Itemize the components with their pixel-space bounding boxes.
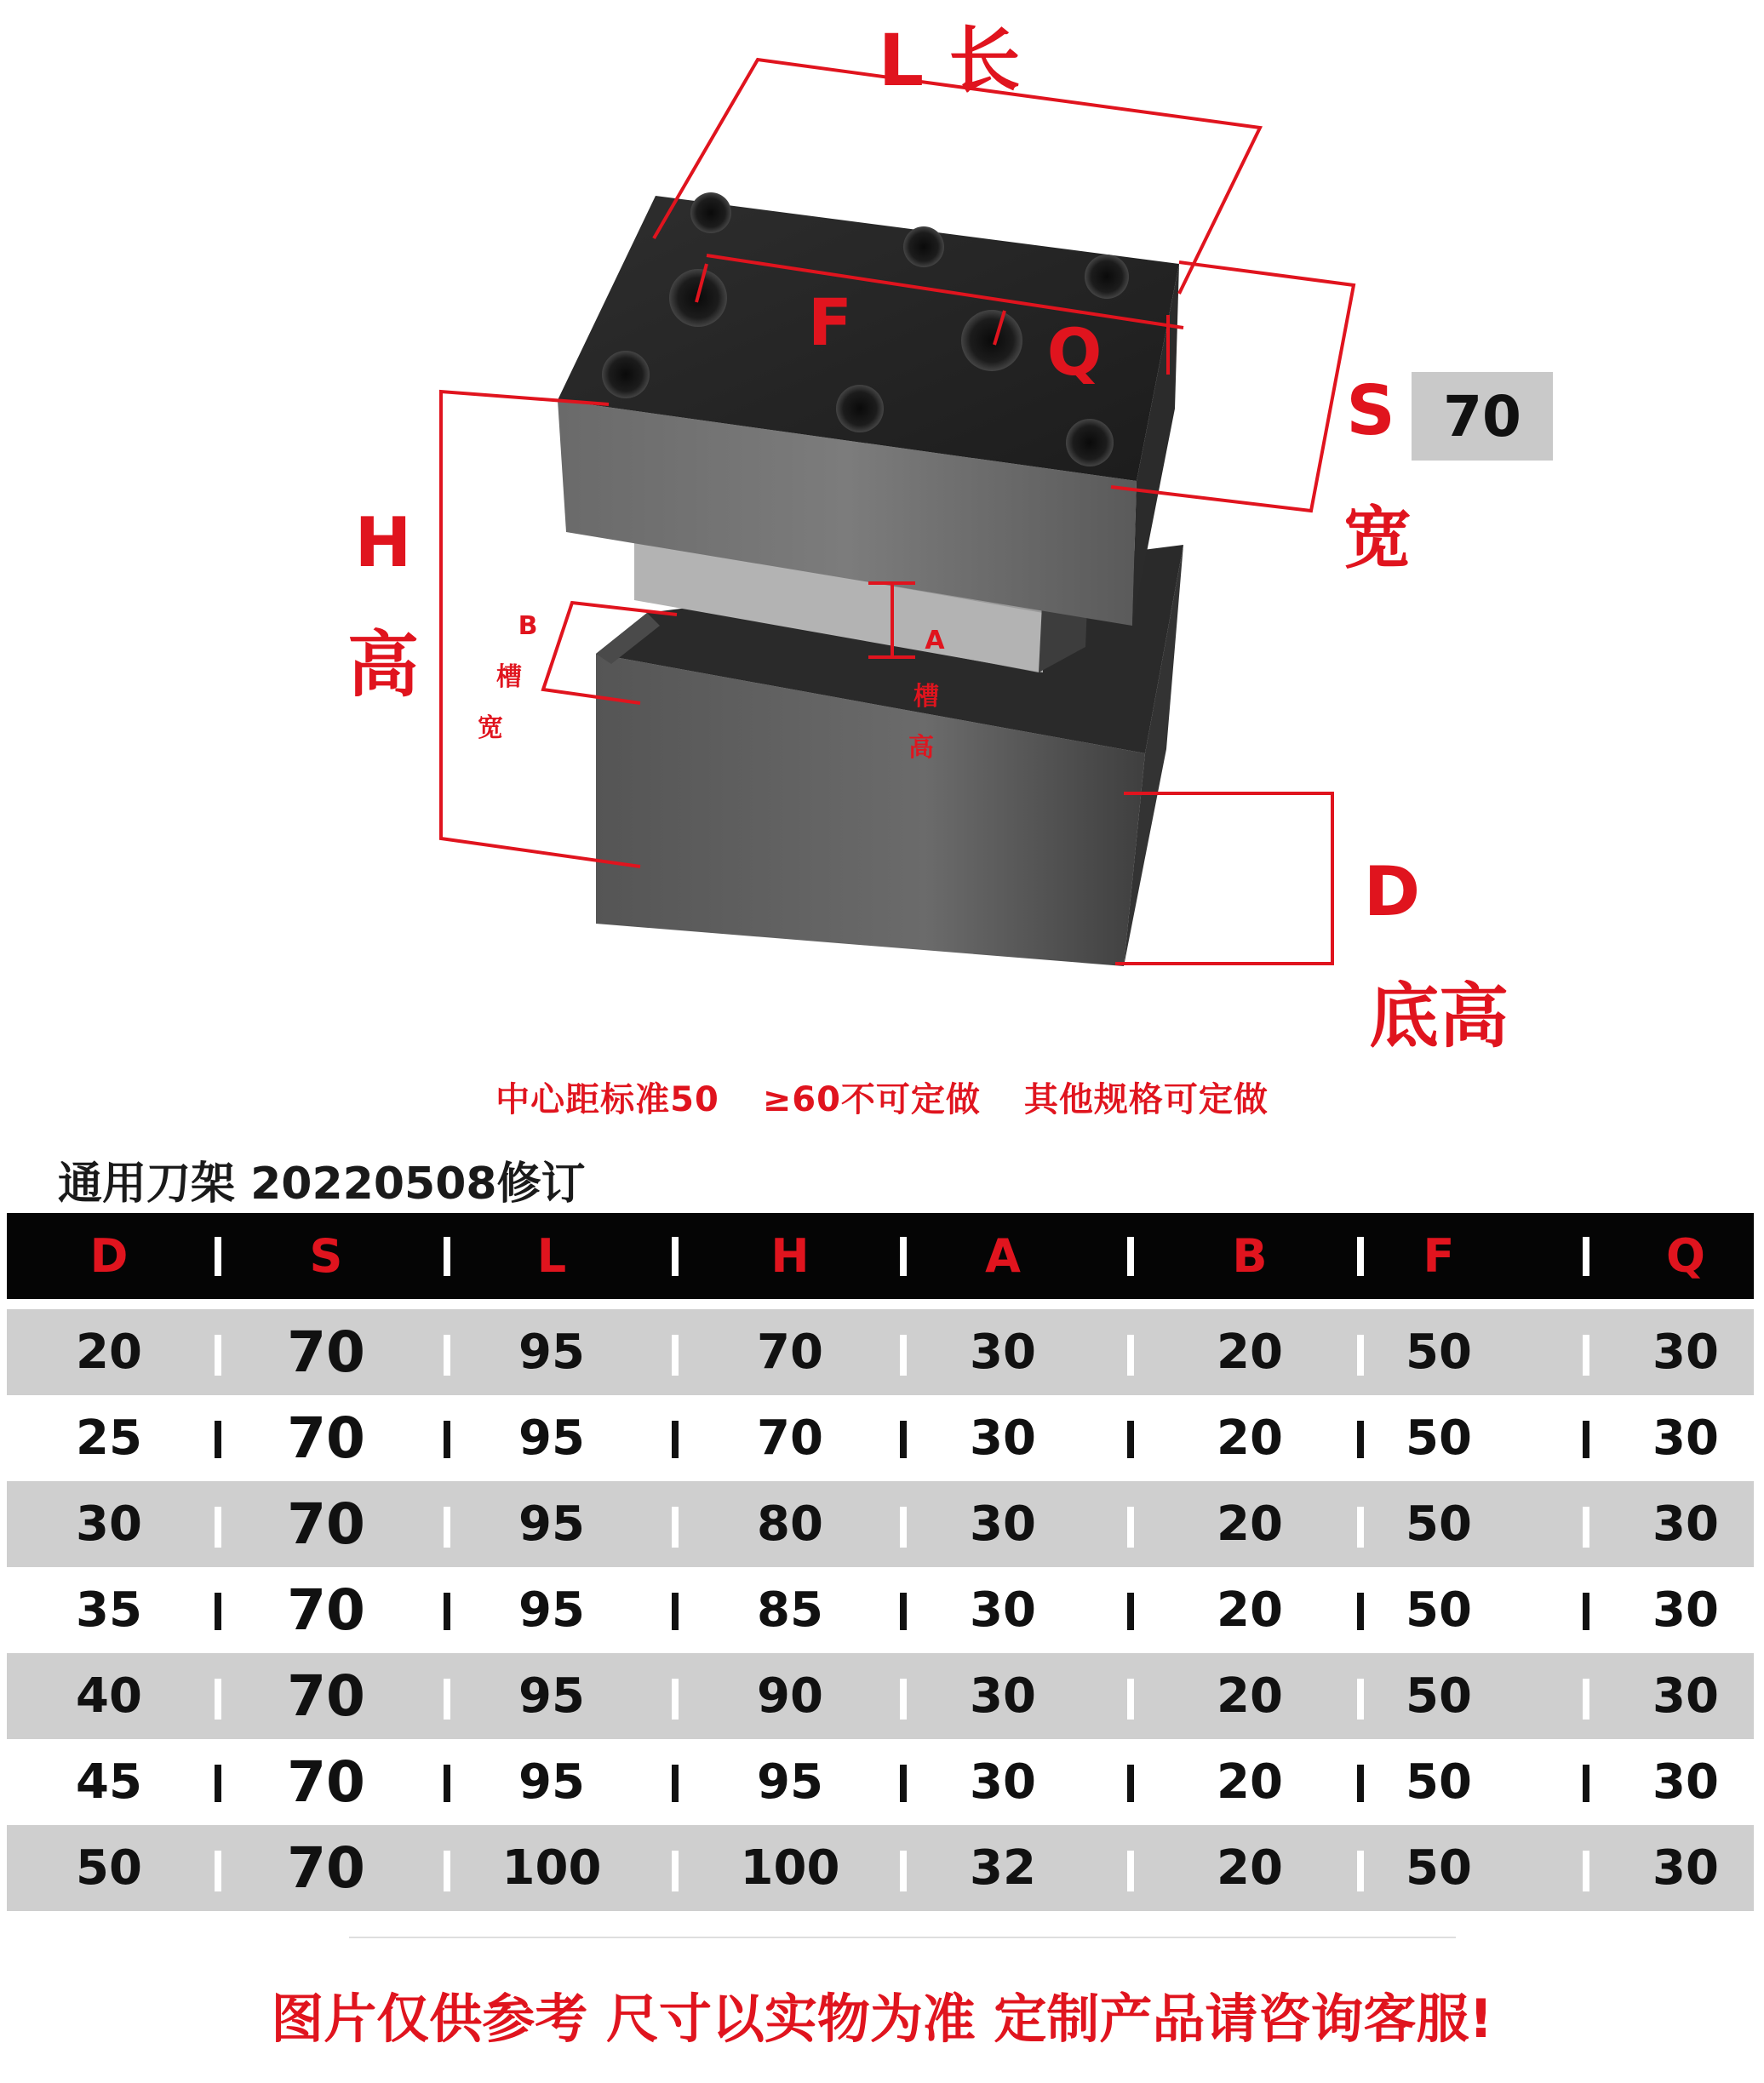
column-separator bbox=[215, 1851, 221, 1891]
column-separator bbox=[900, 1679, 907, 1720]
column-separator bbox=[672, 1593, 679, 1630]
column-separator bbox=[900, 1421, 907, 1458]
column-separator bbox=[215, 1593, 221, 1630]
column-separator bbox=[1127, 1851, 1134, 1891]
table-cell-l: 95 bbox=[518, 1754, 585, 1810]
table-cell-s: 70 bbox=[287, 1577, 365, 1643]
table-cell-a: 30 bbox=[970, 1411, 1036, 1466]
spec-table bbox=[7, 1213, 1754, 1911]
table-cell-f: 50 bbox=[1406, 1582, 1472, 1638]
label-S-cn: 宽 bbox=[1343, 499, 1412, 578]
table-cell-d: 40 bbox=[76, 1668, 142, 1724]
column-separator bbox=[1583, 1237, 1589, 1276]
table-cell-f: 50 bbox=[1406, 1325, 1472, 1380]
table-cell-d: 25 bbox=[76, 1411, 142, 1466]
header-cell-a: A bbox=[985, 1229, 1021, 1283]
header-cell-q: Q bbox=[1666, 1229, 1705, 1283]
label-A-cn-2: 高 bbox=[908, 733, 934, 763]
label-H: H bbox=[354, 503, 412, 582]
header-cell-s: S bbox=[309, 1229, 343, 1283]
table-row bbox=[7, 1739, 1754, 1825]
table-cell-b: 20 bbox=[1217, 1325, 1283, 1380]
note-limit: ≥60不可定做 bbox=[762, 1080, 981, 1119]
table-header-row bbox=[7, 1213, 1754, 1299]
column-separator bbox=[1127, 1679, 1134, 1720]
column-separator bbox=[900, 1237, 907, 1276]
label-S: S bbox=[1346, 371, 1395, 450]
table-cell-q: 30 bbox=[1652, 1325, 1719, 1380]
table-cell-a: 32 bbox=[970, 1840, 1036, 1896]
column-separator bbox=[1357, 1507, 1364, 1548]
table-cell-b: 20 bbox=[1217, 1840, 1283, 1896]
table-cell-f: 50 bbox=[1406, 1754, 1472, 1810]
column-separator bbox=[1127, 1593, 1134, 1630]
label-A-cn-1: 槽 bbox=[914, 682, 939, 712]
table-row bbox=[7, 1481, 1754, 1567]
table-cell-h: 85 bbox=[757, 1582, 823, 1638]
table-cell-h: 100 bbox=[740, 1840, 840, 1896]
table-cell-s: 70 bbox=[287, 1319, 365, 1385]
table-cell-b: 20 bbox=[1217, 1496, 1283, 1552]
column-separator bbox=[672, 1507, 679, 1548]
table-cell-l: 95 bbox=[518, 1582, 585, 1638]
column-separator bbox=[444, 1765, 450, 1802]
table-cell-h: 80 bbox=[757, 1496, 823, 1552]
column-separator bbox=[1583, 1335, 1589, 1376]
table-row bbox=[7, 1309, 1754, 1395]
spec-note bbox=[0, 1073, 1764, 1121]
column-separator bbox=[672, 1421, 679, 1458]
header-cell-b: B bbox=[1232, 1229, 1268, 1283]
label-A: A bbox=[925, 626, 945, 655]
column-separator bbox=[1357, 1679, 1364, 1720]
note-custom: 其他规格可定做 bbox=[1023, 1080, 1269, 1119]
column-separator bbox=[1127, 1507, 1134, 1548]
table-cell-f: 50 bbox=[1406, 1411, 1472, 1466]
table-cell-d: 35 bbox=[76, 1582, 142, 1638]
header-cell-l: L bbox=[536, 1229, 567, 1283]
column-separator bbox=[1127, 1335, 1134, 1376]
column-separator bbox=[215, 1335, 221, 1376]
column-separator bbox=[1127, 1765, 1134, 1802]
header-cell-d: D bbox=[89, 1229, 129, 1283]
column-separator bbox=[1583, 1765, 1589, 1802]
table-cell-d: 30 bbox=[76, 1496, 142, 1552]
table-cell-q: 30 bbox=[1652, 1582, 1719, 1638]
table-row bbox=[7, 1825, 1754, 1911]
table-cell-s: 70 bbox=[287, 1663, 365, 1729]
table-cell-q: 30 bbox=[1652, 1496, 1719, 1552]
label-F: F bbox=[808, 284, 852, 360]
column-separator bbox=[215, 1765, 221, 1802]
column-separator bbox=[672, 1335, 679, 1376]
table-cell-s: 70 bbox=[287, 1405, 365, 1471]
column-separator bbox=[1357, 1593, 1364, 1630]
table-cell-s: 70 bbox=[287, 1491, 365, 1557]
column-separator bbox=[1357, 1765, 1364, 1802]
column-separator bbox=[900, 1851, 907, 1891]
table-cell-l: 95 bbox=[518, 1668, 585, 1724]
table-cell-a: 30 bbox=[970, 1668, 1036, 1724]
column-separator bbox=[215, 1679, 221, 1720]
table-cell-b: 20 bbox=[1217, 1411, 1283, 1466]
column-separator bbox=[1583, 1421, 1589, 1458]
column-separator bbox=[444, 1335, 450, 1376]
table-cell-h: 70 bbox=[757, 1325, 823, 1380]
column-separator bbox=[672, 1237, 679, 1276]
table-cell-a: 30 bbox=[970, 1582, 1036, 1638]
column-separator bbox=[1357, 1335, 1364, 1376]
table-cell-b: 20 bbox=[1217, 1582, 1283, 1638]
table-cell-a: 30 bbox=[970, 1325, 1036, 1380]
label-L: L 长 bbox=[878, 19, 1021, 102]
column-separator bbox=[900, 1593, 907, 1630]
column-separator bbox=[1127, 1421, 1134, 1458]
table-cell-l: 95 bbox=[518, 1325, 585, 1380]
column-separator bbox=[1583, 1507, 1589, 1548]
table-cell-h: 95 bbox=[757, 1754, 823, 1810]
column-separator bbox=[900, 1335, 907, 1376]
table-cell-h: 70 bbox=[757, 1411, 823, 1466]
header-cell-f: F bbox=[1423, 1229, 1455, 1283]
label-D-cn: 底高 bbox=[1368, 976, 1509, 1057]
column-separator bbox=[444, 1679, 450, 1720]
table-cell-f: 50 bbox=[1406, 1668, 1472, 1724]
column-separator bbox=[1357, 1421, 1364, 1458]
footer-disclaimer: 图片仅供参考 尺寸以实物为准 定制产品请咨询客服! bbox=[271, 1988, 1493, 2050]
table-cell-a: 30 bbox=[970, 1496, 1036, 1552]
column-separator bbox=[215, 1421, 221, 1458]
column-separator bbox=[1127, 1237, 1134, 1276]
table-cell-q: 30 bbox=[1652, 1411, 1719, 1466]
note-center-distance: 中心距标准50 bbox=[495, 1080, 719, 1119]
label-Q: Q bbox=[1046, 314, 1102, 390]
table-cell-a: 30 bbox=[970, 1754, 1036, 1810]
table-row bbox=[7, 1653, 1754, 1739]
column-separator bbox=[444, 1507, 450, 1548]
label-D: D bbox=[1363, 852, 1421, 931]
divider bbox=[349, 1937, 1456, 1938]
column-separator bbox=[672, 1765, 679, 1802]
label-H-cn: 高 bbox=[346, 623, 420, 707]
table-cell-b: 20 bbox=[1217, 1668, 1283, 1724]
label-B-cn-2: 宽 bbox=[478, 713, 503, 743]
table-cell-d: 45 bbox=[76, 1754, 142, 1810]
column-separator bbox=[1583, 1593, 1589, 1630]
column-separator bbox=[1583, 1851, 1589, 1891]
column-separator bbox=[900, 1507, 907, 1548]
column-separator bbox=[215, 1507, 221, 1548]
table-cell-l: 95 bbox=[518, 1411, 585, 1466]
column-separator bbox=[1583, 1679, 1589, 1720]
column-separator bbox=[444, 1851, 450, 1891]
column-separator bbox=[444, 1421, 450, 1458]
column-separator bbox=[672, 1851, 679, 1891]
table-cell-q: 30 bbox=[1652, 1668, 1719, 1724]
table-row bbox=[7, 1395, 1754, 1481]
table-title: 通用刀架 20220508修订 bbox=[58, 1159, 586, 1210]
column-separator bbox=[1357, 1851, 1364, 1891]
column-separator bbox=[444, 1237, 450, 1276]
s-value-box: 70 bbox=[1412, 372, 1553, 461]
column-separator bbox=[672, 1679, 679, 1720]
table-cell-l: 95 bbox=[518, 1496, 585, 1552]
table-row bbox=[7, 1567, 1754, 1653]
table-cell-q: 30 bbox=[1652, 1754, 1719, 1810]
table-cell-f: 50 bbox=[1406, 1496, 1472, 1552]
table-cell-b: 20 bbox=[1217, 1754, 1283, 1810]
label-B-cn-1: 槽 bbox=[496, 662, 522, 692]
column-separator bbox=[1357, 1237, 1364, 1276]
table-cell-h: 90 bbox=[757, 1668, 823, 1724]
column-separator bbox=[900, 1765, 907, 1802]
column-separator bbox=[444, 1593, 450, 1630]
table-cell-d: 20 bbox=[76, 1325, 142, 1380]
table-cell-s: 70 bbox=[287, 1835, 365, 1901]
column-separator bbox=[215, 1237, 221, 1276]
table-cell-d: 50 bbox=[76, 1840, 142, 1896]
table-cell-q: 30 bbox=[1652, 1840, 1719, 1896]
header-cell-h: H bbox=[770, 1229, 810, 1283]
label-B: B bbox=[518, 611, 538, 641]
table-cell-s: 70 bbox=[287, 1749, 365, 1815]
table-cell-f: 50 bbox=[1406, 1840, 1472, 1896]
table-cell-l: 100 bbox=[501, 1840, 602, 1896]
